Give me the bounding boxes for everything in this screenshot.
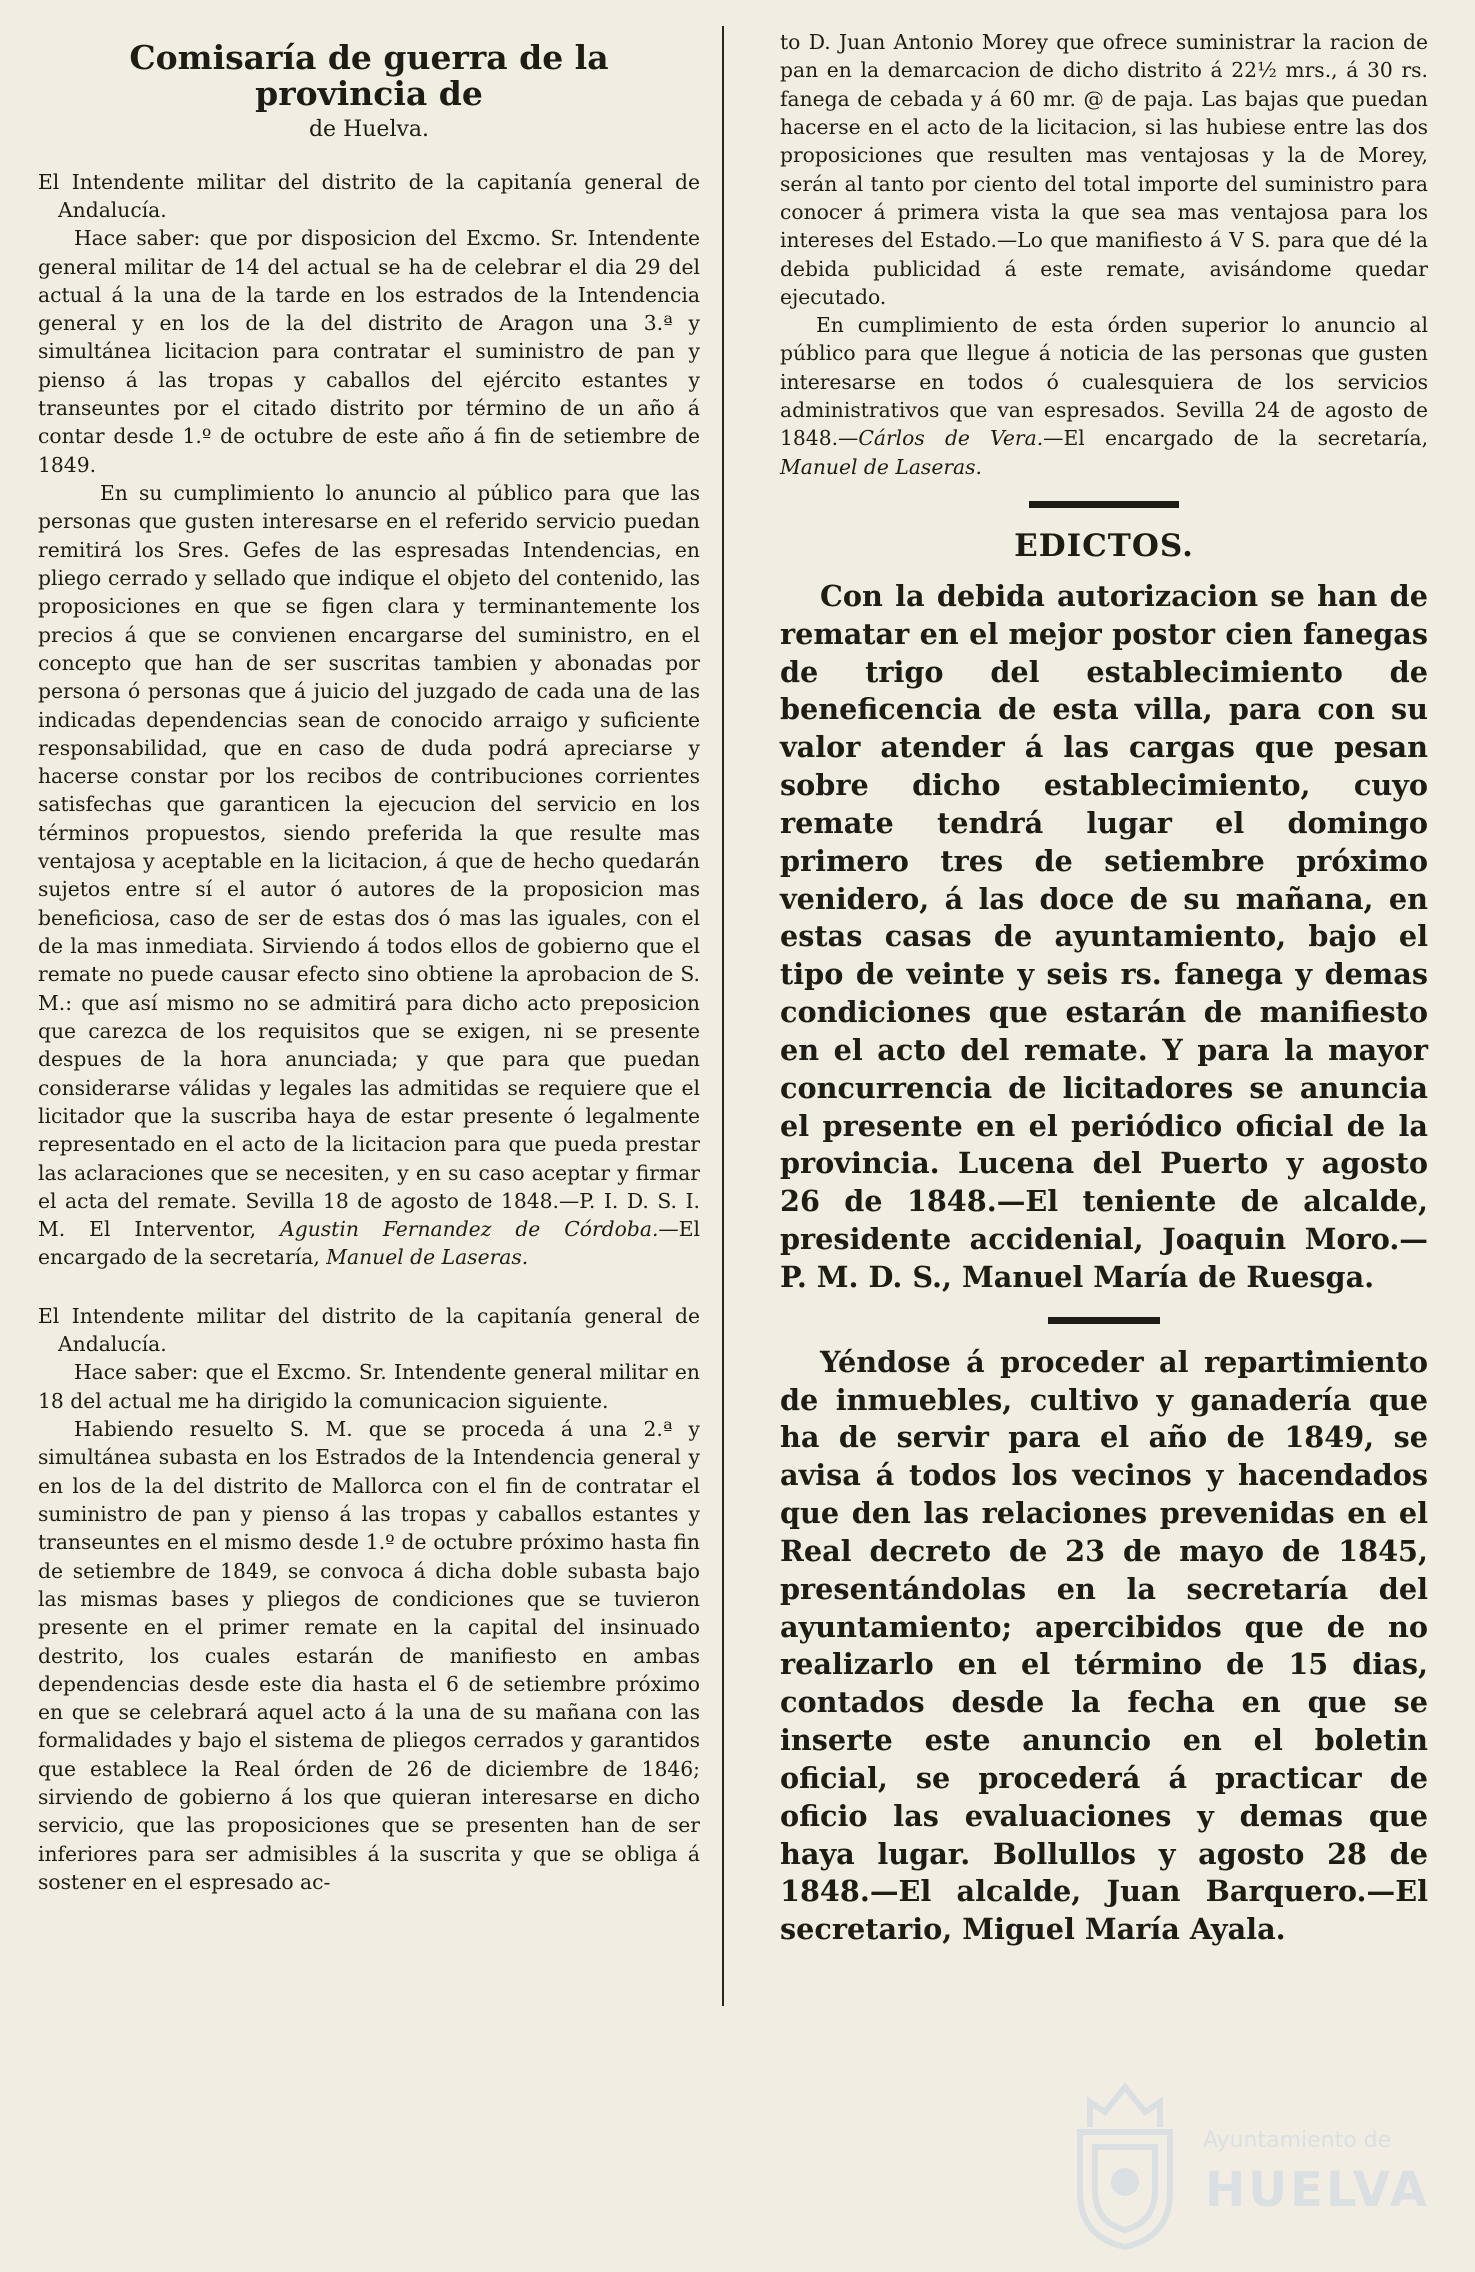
notice-1-signature-1: Agustin Fernandez de Córdoba. [280, 1217, 659, 1242]
notice-1-paragraph-1: Hace saber: que por disposicion del Excmo. Sr. Intendente general militar de 14 del actual se ha de celebrar el dia 29 del actual á la una de la tarde en los estrados de la Intendencia general y en los de la del distrito de Aragon una 3.ª y simultánea licitacion para contratar el suministro de pan y pienso á las tropas y caballos del ejército estantes y transeuntes por el citado distrito por término de un año á contar desde 1.º de octubre de este año á fin de setiembre de 1849. [38, 226, 700, 477]
edicto-2 [780, 1344, 1428, 1949]
notice-2-signature-mid: —El encargado de la secretaría, [1043, 426, 1429, 451]
notice-1-paragraph-2 [38, 479, 700, 1272]
section-subtitle: de Huelva. [308, 116, 430, 142]
notice-1-signature-mid: —El encargado de la secretaría, [38, 1217, 700, 1270]
notice-2-continuation: to D. Juan Antonio Morey que ofrece suministrar la racion de pan en la demarcacion de dicho distrito á 22½ mrs., á 30 rs. fanega de cebada y á 60 mr. @ de paja. Las bajas que puedan hacerse en el acto de la licitacion, si las hubiese entre las dos proposiciones que resulten mas ventajosas y la de Morey, serán al tanto por ciento del total importe del suministro para conocer á primera vista la que sea mas ventajosa para los intereses del Estado.—Lo que manifiesto á V S. para que dé la debida publicidad á este remate, avisándome quedar ejecutado. [780, 30, 1428, 309]
edicto-1-text: Con la debida autorizacion se han de rematar en el mejor postor cien fanegas de trigo del establecimiento de beneficencia de esta villa, para con su valor atender á las cargas que pesan sobre dicho establecimiento, cuyo remate tendrá lugar el domingo primero tres de setiembre próximo venidero, á las doce de su mañana, en estas casas de ayuntamiento, bajo el tipo de veinte y seis rs. fanega y demas condiciones que estarán de manifiesto en el acto del remate. Y para la mayor concurrencia de licitadores se anuncia el presente en el periódico oficial de la provincia. Lucena del Puerto y agosto 26 de 1848.—El teniente de alcalde, presidente accidenial, Joaquin Moro.—P. M. D. S., Manuel María de Ruesga. [780, 579, 1428, 1294]
watermark-org: Ayuntamiento de [1203, 2128, 1392, 2153]
notice-1 [38, 168, 700, 1272]
notice-2-paragraph-1: Hace saber: que el Excmo. Sr. Intendente general militar en 18 del actual me ha dirigido la comunicacion siguiente. [38, 1360, 700, 1413]
column-divider [722, 26, 724, 2006]
notice-1-heading: El Intendente militar del distrito de la capitanía general de Andalucía. [38, 169, 700, 222]
edicto-2-text: Yéndose á proceder al repartimiento de inmuebles, cultivo y ganadería que ha de servir para el año de 1849, se avisa á todos los vecinos y hacendados que den las relaciones prevenidas en el Real decreto de 23 de mayo de 1845, presentándolas en la secretaría del ayuntamiento; apercibidos que de no realizarlo en el término de 15 dias, contados desde la fecha en que se inserte este anuncio en el boletin oficial, se procederá á practicar de oficio las evaluaciones y demas que haya lugar. Bollullos y agosto 28 de 1848.—El alcalde, Juan Barquero.—El secretario, Miguel María Ayala. [780, 1344, 1428, 1947]
left-column [38, 28, 700, 1896]
notice-2 [38, 1302, 700, 1897]
edictos-heading: EDICTOS. [1014, 528, 1194, 564]
notice-2-continued [780, 28, 1428, 481]
notice-1-paragraph-2-text: En su cumplimiento lo anuncio al público para que las personas que gusten interesarse en el referido servicio puedan remitirá los Sres. Gefes de las espresadas Intendencias, en pliego cerrado y sellado que indique el objeto del contenido, las proposiciones en que se figen clara y terminantemente los precios á que se convienen encargarse del suministro, en el concepto que han de ser suscritas tambien y abonadas por persona ó personas que á juicio del juzgado de cada una de las indicadas dependencias sean de conocido arraigo y suficiente responsabilidad, que en caso de duda podrá apreciarse y hacerse constar por los recibos de contribuciones corrientes satisfechas que garanticen la ejecucion del servicio en los términos propuestos, siendo preferida la que resulte mas ventajosa y aceptable en la licitacion, á que de hecho quedarán sujetos entre sí el autor ó autores de la proposicion mas beneficiosa, caso de ser de estas dos ó mas las iguales, con el de la mas inmediata. Sirviendo á todos ellos de gobierno que el remate no puede causar efecto sino obtiene la aprobacion de S. M.: que así mismo no se admitirá para dicho acto preposicion que carezca de los requisitos que se exigen, ni se presente despues de la hora anunciada; y que para que puedan considerarse válidas y legales las admitidas se requiere que el licitador que la suscriba haya de estar presente ó legalmente representado en el acto de la licitacion para que pueda prestar las aclaraciones que se necesiten, y en su caso aceptar y firmar el acta del remate. Sevilla 18 de agosto de 1848.—P. I. D. S. I. M. El Interventor, [38, 481, 700, 1242]
separator-rule [1029, 501, 1179, 508]
notice-2-closing [780, 311, 1428, 481]
section-title: Comisaría de guerra de la provincia de [129, 38, 609, 114]
notice-1-signature-2: Manuel de Laseras. [326, 1245, 529, 1270]
watermark-city: HUELVA [1205, 2162, 1430, 2218]
right-column [780, 28, 1428, 1949]
notice-2-signature-2: Manuel de Laseras. [780, 454, 982, 479]
notice-2-paragraph-2: Habiendo resuelto S. M. que se proceda á una 2.ª y simultánea subasta en los Estrados de la Intendencia general y en los de la del distrito de Mallorca con el fin de contratar el suministro de pan y pienso á las tropas y caballos estantes y transeuntes en el mismo desde 1.º de octubre próximo hasta fin de setiembre de 1849, se convoca á dicha doble subasta bajo las mismas bases y pliegos de condiciones que se tuvieron presente en el primer remate en la capital del insinuado destrito, los cuales estarán de manifiesto en ambas dependencias desde este dia hasta el 6 de setiembre próximo en que se celebrará aquel acto á la una de su mañana con las formalidades y bajo el sistema de pliegos cerrados y garantidos que establece la Real órden de 26 de diciembre de 1846; sirviendo de gobierno á los que quieran interesarse en dicho servicio, que las proposiciones que se presenten han de ser inferiores para ser admisibles á la suscrita y que se obliga á sostener en el espresado ac- [38, 1417, 700, 1895]
edicto-1 [780, 578, 1428, 1297]
separator-rule-2 [1048, 1317, 1160, 1324]
coat-of-arms-icon [1060, 2072, 1190, 2252]
notice-2-heading: El Intendente militar del distrito de la capitanía general de Andalucía. [38, 1303, 700, 1357]
notice-2-closing-text: En cumplimiento de esta órden superior lo anuncio al público para que llegue á noticia de las personas que gusten interesarse en todos ó cualesquiera de los servicios administrativos que van espresados. Sevilla 24 de agosto de 1848.— [780, 313, 1428, 451]
watermark-logo [1060, 2072, 1430, 2252]
notice-2-signature-1: Cárlos de Vera. [858, 426, 1044, 451]
